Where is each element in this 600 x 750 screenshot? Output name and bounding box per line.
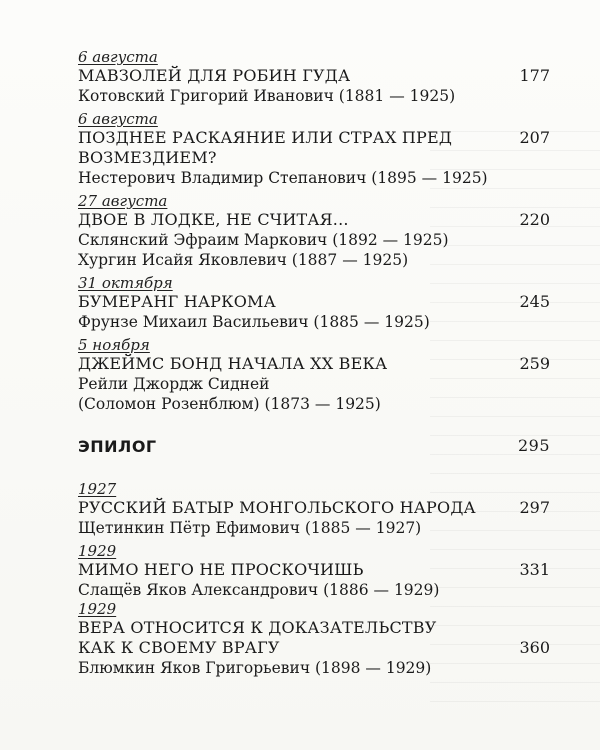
- table-of-contents: [78, 48, 550, 678]
- entry-page-number: 331: [519, 560, 550, 579]
- entry-title: ПОЗДНЕЕ РАСКАЯНИЕ ИЛИ СТРАХ ПРЕД ВОЗМЕЗДИЕМ?: [78, 128, 453, 167]
- entry-title-line: ВЕРА ОТНОСИТСЯ К ДОКАЗАТЕЛЬСТВУ: [78, 618, 437, 637]
- entry-person: Котовский Григорий Иванович (1881 — 1925): [78, 87, 456, 105]
- entry-title: МИМО НЕГО НЕ ПРОСКОЧИШЬ: [78, 560, 364, 579]
- entry-page-number: 207: [519, 128, 550, 147]
- entry-date: 1929: [78, 600, 117, 618]
- entry-page-number: 259: [519, 354, 550, 373]
- entry-title: ДЖЕЙМС БОНД НАЧАЛА XX ВЕКА: [78, 354, 388, 373]
- entry-page-number: 220: [519, 210, 550, 229]
- entry-title: РУССКИЙ БАТЫР МОНГОЛЬСКОГО НАРОДА: [78, 498, 476, 517]
- entry-person: Нестерович Владимир Степанович (1895 — 1925): [78, 169, 488, 187]
- toc-entry: [78, 192, 550, 270]
- epilog-title: ЭПИЛОГ: [78, 437, 157, 456]
- entry-page-number: 177: [519, 66, 550, 85]
- entry-person: Рейли Джордж Сидней: [78, 375, 270, 393]
- entry-date: 5 ноября: [78, 336, 150, 354]
- entry-person: (Соломон Розенблюм) (1873 — 1925): [78, 395, 381, 413]
- entry-person: Щетинкин Пётр Ефимович (1885 — 1927): [78, 519, 422, 537]
- toc-entry: [78, 48, 550, 106]
- entry-date: 6 августа: [78, 48, 158, 66]
- entry-title: БУМЕРАНГ НАРКОМА: [78, 292, 276, 311]
- entry-title: МАВЗОЛЕЙ ДЛЯ РОБИН ГУДА: [78, 66, 351, 85]
- entry-person: Хургин Исайя Яковлевич (1887 — 1925): [78, 251, 409, 269]
- toc-entry: [78, 600, 550, 678]
- entry-date: 1927: [78, 480, 117, 498]
- entry-date: 1929: [78, 542, 117, 560]
- entry-person: Фрунзе Михаил Васильевич (1885 — 1925): [78, 313, 430, 331]
- epilog-page-number: 295: [517, 436, 550, 455]
- entry-title: ДВОЕ В ЛОДКЕ, НЕ СЧИТАЯ...: [78, 210, 349, 229]
- entry-title-line: КАК К СВОЕМУ ВРАГУ: [78, 638, 280, 657]
- entry-person: Блюмкин Яков Григорьевич (1898 — 1929): [78, 659, 432, 677]
- entry-date: 31 октября: [78, 274, 173, 292]
- entry-person: Склянский Эфраим Маркович (1892 — 1925): [78, 231, 449, 249]
- toc-entry: [78, 542, 550, 600]
- epilog-entry: [78, 436, 550, 458]
- toc-entry: [78, 336, 550, 414]
- entry-page-number: 297: [519, 498, 550, 517]
- entry-date: 27 августа: [78, 192, 168, 210]
- entry-person: Слащёв Яков Александрович (1886 — 1929): [78, 581, 440, 599]
- entry-date: 6 августа: [78, 110, 158, 128]
- toc-entry: [78, 480, 550, 538]
- toc-entry: [78, 274, 550, 332]
- toc-entry: [78, 110, 550, 188]
- entry-page-number: 245: [519, 292, 550, 311]
- entry-page-number: 360: [519, 638, 550, 657]
